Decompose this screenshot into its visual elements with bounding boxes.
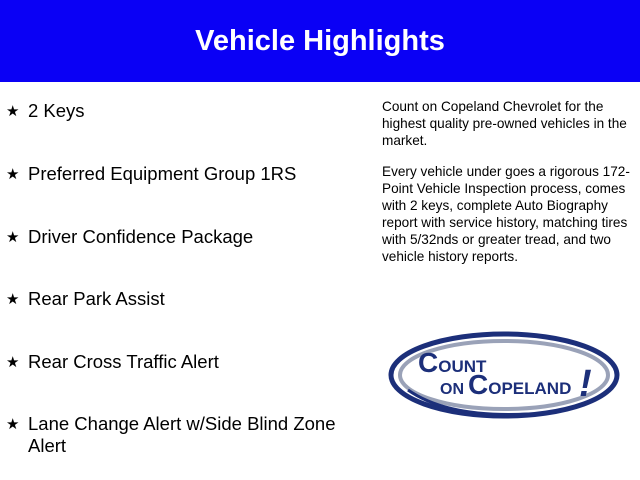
list-item xyxy=(6,413,356,457)
dealer-description xyxy=(382,98,632,279)
header-banner xyxy=(0,0,640,82)
list-item xyxy=(6,100,356,122)
svg-text:COUNT: COUNT xyxy=(418,347,487,378)
list-item xyxy=(6,351,356,373)
count-on-copeland-logo xyxy=(388,330,620,420)
list-item xyxy=(6,226,356,248)
star-icon: ★ xyxy=(6,353,20,371)
highlight-text: 2 Keys xyxy=(28,100,85,121)
list-item xyxy=(6,163,356,185)
star-icon: ★ xyxy=(6,228,20,246)
highlight-text: Driver Confidence Package xyxy=(28,226,254,247)
page-title: Vehicle Highlights xyxy=(195,24,445,57)
highlight-text: Rear Cross Traffic Alert xyxy=(28,351,219,372)
svg-text:!: ! xyxy=(579,363,592,405)
star-icon: ★ xyxy=(6,102,20,120)
dealer-paragraph-quality: Count on Copeland Chevrolet for the highest quality pre-owned vehicles in the market. xyxy=(382,99,627,148)
star-icon: ★ xyxy=(6,415,20,433)
highlight-text: Preferred Equipment Group 1RS xyxy=(28,163,297,184)
star-icon: ★ xyxy=(6,290,20,308)
svg-text:ONCOPELAND: ON COPELAND xyxy=(440,369,572,400)
dealer-paragraph-inspection: Every vehicle under goes a rigorous 172-Point Vehicle Inspection process, comes with 2 keys, complete Auto Biography report with service history, matching tires with 5/32nds or greater tread, and two vehicle history reports. xyxy=(382,164,630,264)
highlight-text: Lane Change Alert w/Side Blind Zone Alert xyxy=(28,413,336,456)
list-item xyxy=(6,288,356,310)
highlight-text: Rear Park Assist xyxy=(28,288,165,309)
star-icon: ★ xyxy=(6,165,20,183)
